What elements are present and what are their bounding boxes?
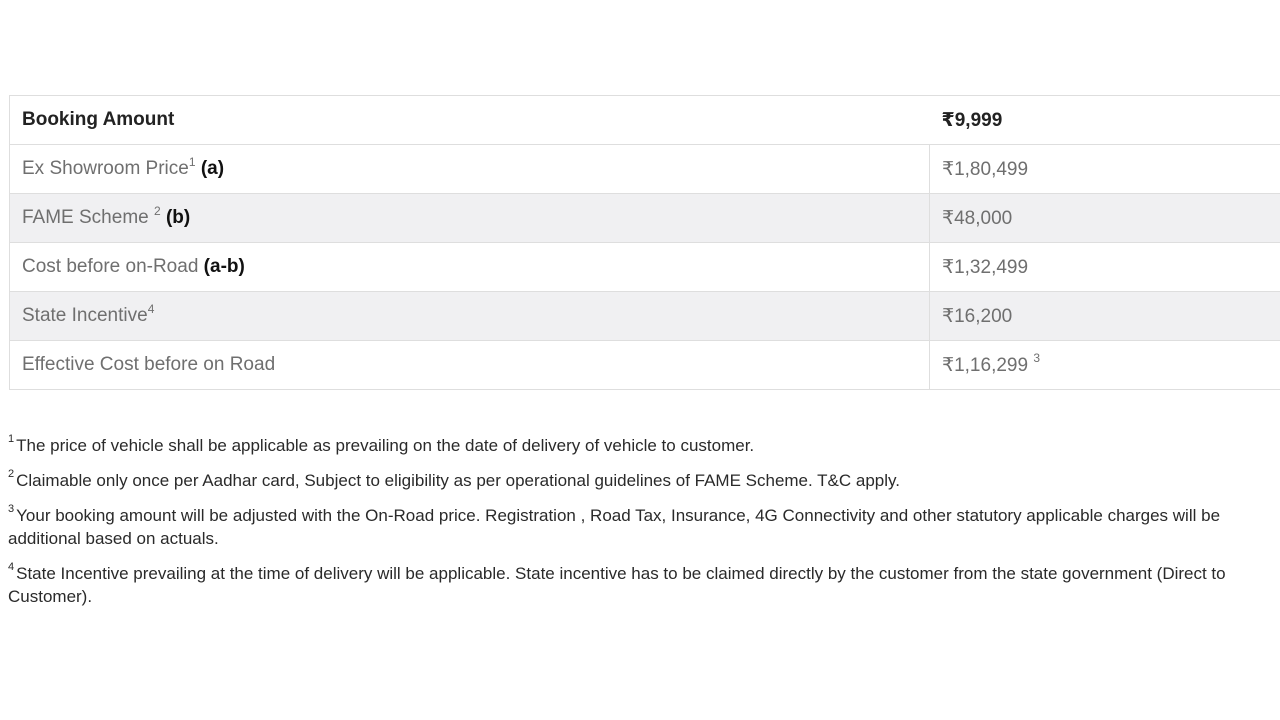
row-label-footnote-ref: 2 (154, 203, 161, 218)
table-row-booking-amount (10, 96, 1280, 145)
row-value-text: ₹1,80,499 (942, 158, 1029, 180)
row-value-footnote-ref: 3 (1033, 351, 1041, 366)
booking-amount-value: ₹9,999 (930, 96, 1280, 145)
row-label-text: FAME Scheme (22, 207, 154, 228)
row-label (10, 341, 930, 390)
footnote-3 (8, 504, 1270, 550)
row-label-tag: (a-b) (203, 256, 245, 277)
row-value-text: ₹48,000 (942, 207, 1013, 229)
row-label-text: State Incentive (22, 305, 148, 326)
row-label-text: Ex Showroom Price (22, 158, 189, 179)
footnote-2 (8, 469, 1270, 492)
footnote-number: 1 (8, 433, 15, 446)
footnote-text: Claimable only once per Aadhar card, Subject to eligibility as per operational guidelines of FAME Scheme. T&C apply. (16, 471, 900, 490)
row-label-text: Cost before on-Road (22, 256, 204, 277)
table-row-effective-cost (10, 341, 1280, 390)
booking-amount-label: Booking Amount (10, 96, 930, 145)
price-breakdown-table (9, 95, 1280, 390)
footnotes (8, 434, 1270, 620)
row-label (10, 292, 930, 341)
row-value (930, 194, 1280, 243)
row-label (10, 145, 930, 194)
row-label-footnote-ref: 1 (188, 154, 196, 169)
row-value (930, 243, 1280, 292)
table-row-ex-showroom (10, 145, 1280, 194)
footnote-number: 2 (8, 468, 15, 481)
footnote-text: The price of vehicle shall be applicable as prevailing on the date of delivery of vehicle to customer. (16, 436, 755, 455)
footnote-number: 4 (8, 561, 15, 574)
row-label-text: Effective Cost before on Road (22, 354, 276, 375)
table-row-fame-scheme (10, 194, 1280, 243)
footnote-text: Your booking amount will be adjusted with the On-Road price. Registration , Road Tax, Insurance, 4G Connectivity and other statutory applicable charges will be additional based on actuals. (8, 506, 1221, 548)
row-value (930, 341, 1280, 390)
footnote-number: 3 (8, 503, 15, 516)
footnote-4 (8, 562, 1270, 608)
row-label (10, 194, 930, 243)
table-row-state-incentive (10, 292, 1280, 341)
footnote-text: State Incentive prevailing at the time of delivery will be applicable. State incentive has to be claimed directly by the customer from the state government (Direct to Customer). (8, 564, 1226, 606)
row-value (930, 292, 1280, 341)
row-label-tag: (b) (165, 207, 191, 228)
row-value-text: ₹1,32,499 (942, 256, 1029, 278)
footnote-1 (8, 434, 1270, 457)
row-label-footnote-ref: 4 (147, 301, 155, 316)
table-row-cost-before-on-road (10, 243, 1280, 292)
row-value (930, 145, 1280, 194)
row-label (10, 243, 930, 292)
row-label-tag: (a) (200, 158, 225, 179)
row-value-text: ₹1,16,299 (942, 354, 1034, 376)
row-value-text: ₹16,200 (942, 305, 1013, 327)
